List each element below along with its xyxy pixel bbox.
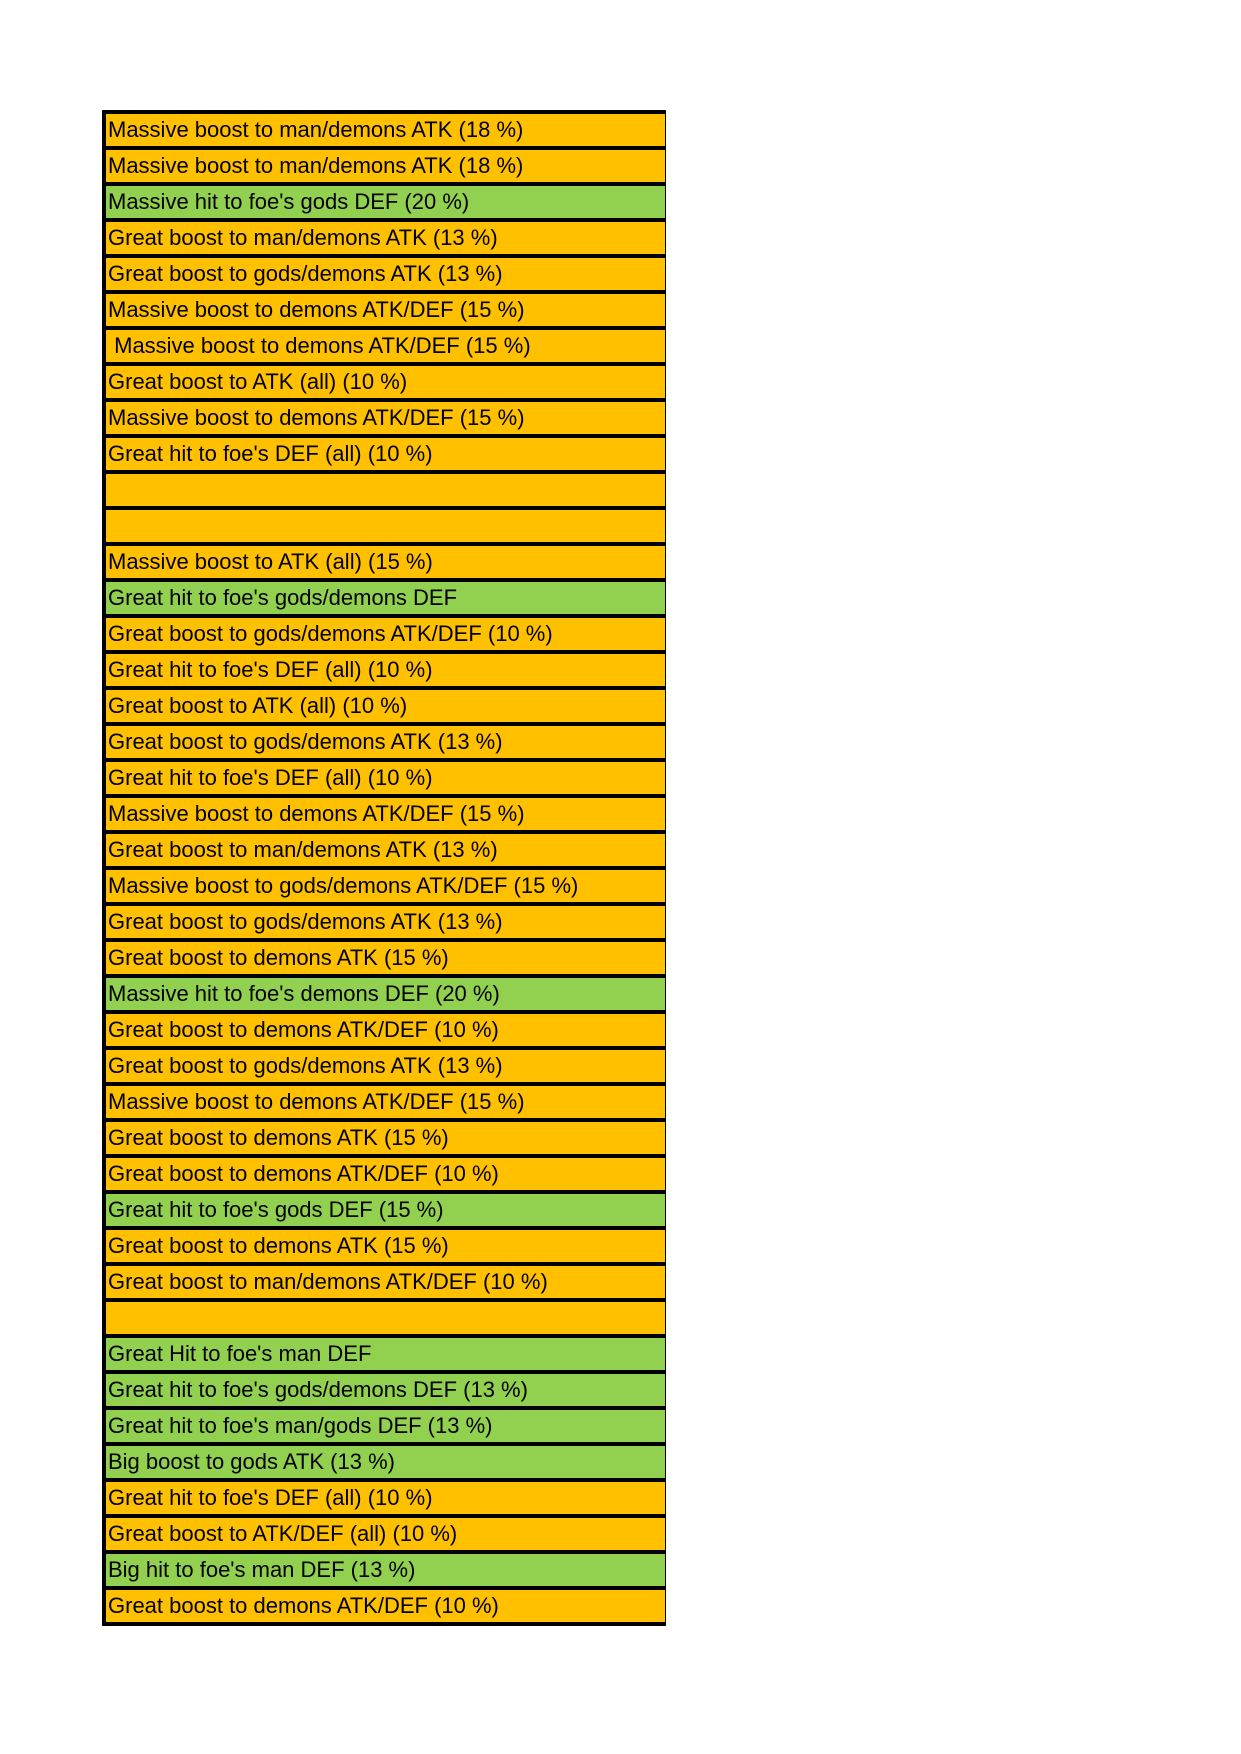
table-row[interactable]: Great boost to man/demons ATK (13 %) xyxy=(106,222,665,258)
table-row[interactable]: Great hit to foe's gods/demons DEF (13 %) xyxy=(106,1374,665,1410)
table-row[interactable]: Massive boost to demons ATK/DEF (15 %) xyxy=(106,294,665,330)
table-row[interactable] xyxy=(106,474,665,510)
table-row[interactable]: Massive boost to ATK (all) (15 %) xyxy=(106,546,665,582)
table-row[interactable]: Great hit to foe's gods/demons DEF xyxy=(106,582,665,618)
table-row[interactable]: Massive hit to foe's gods DEF (20 %) xyxy=(106,186,665,222)
table-row[interactable]: Great boost to ATK (all) (10 %) xyxy=(106,366,665,402)
spreadsheet-column xyxy=(102,110,666,1626)
table-row[interactable]: Great boost to demons ATK/DEF (10 %) xyxy=(106,1590,665,1626)
table-row[interactable] xyxy=(106,510,665,546)
table-row[interactable]: Massive boost to man/demons ATK (18 %) xyxy=(106,150,665,186)
table-row[interactable]: Great Hit to foe's man DEF xyxy=(106,1338,665,1374)
table-row[interactable]: Great boost to demons ATK/DEF (10 %) xyxy=(106,1158,665,1194)
table-row[interactable]: Massive boost to demons ATK/DEF (15 %) xyxy=(106,402,665,438)
table-row[interactable]: Massive boost to demons ATK/DEF (15 %) xyxy=(106,1086,665,1122)
table-row[interactable]: Great boost to gods/demons ATK (13 %) xyxy=(106,906,665,942)
table-row[interactable]: Great hit to foe's DEF (all) (10 %) xyxy=(106,762,665,798)
table-row[interactable]: Massive boost to demons ATK/DEF (15 %) xyxy=(106,330,665,366)
table-row[interactable]: Great boost to demons ATK (15 %) xyxy=(106,1122,665,1158)
table-row[interactable]: Great boost to ATK/DEF (all) (10 %) xyxy=(106,1518,665,1554)
table-row[interactable]: Great hit to foe's gods DEF (15 %) xyxy=(106,1194,665,1230)
table-row[interactable]: Massive boost to demons ATK/DEF (15 %) xyxy=(106,798,665,834)
table-row[interactable]: Great boost to demons ATK (15 %) xyxy=(106,942,665,978)
table-row[interactable]: Great boost to demons ATK (15 %) xyxy=(106,1230,665,1266)
table-row[interactable]: Great hit to foe's DEF (all) (10 %) xyxy=(106,654,665,690)
table-row[interactable]: Great boost to demons ATK/DEF (10 %) xyxy=(106,1014,665,1050)
table-row[interactable]: Great boost to gods/demons ATK (13 %) xyxy=(106,258,665,294)
table-row[interactable]: Big hit to foe's man DEF (13 %) xyxy=(106,1554,665,1590)
table-row[interactable]: Great hit to foe's man/gods DEF (13 %) xyxy=(106,1410,665,1446)
table-row[interactable]: Big boost to gods ATK (13 %) xyxy=(106,1446,665,1482)
table-row[interactable]: Massive boost to man/demons ATK (18 %) xyxy=(106,114,665,150)
table-row[interactable]: Great boost to man/demons ATK/DEF (10 %) xyxy=(106,1266,665,1302)
table-row[interactable]: Great boost to man/demons ATK (13 %) xyxy=(106,834,665,870)
table-row[interactable]: Massive boost to gods/demons ATK/DEF (15 %) xyxy=(106,870,665,906)
table-row[interactable]: Great hit to foe's DEF (all) (10 %) xyxy=(106,438,665,474)
table-row[interactable] xyxy=(106,1302,665,1338)
table-row[interactable]: Great boost to gods/demons ATK/DEF (10 %) xyxy=(106,618,665,654)
table-row[interactable]: Massive hit to foe's demons DEF (20 %) xyxy=(106,978,665,1014)
table-row[interactable]: Great boost to ATK (all) (10 %) xyxy=(106,690,665,726)
table-row[interactable]: Great boost to gods/demons ATK (13 %) xyxy=(106,1050,665,1086)
table-row[interactable]: Great hit to foe's DEF (all) (10 %) xyxy=(106,1482,665,1518)
table-row[interactable]: Great boost to gods/demons ATK (13 %) xyxy=(106,726,665,762)
